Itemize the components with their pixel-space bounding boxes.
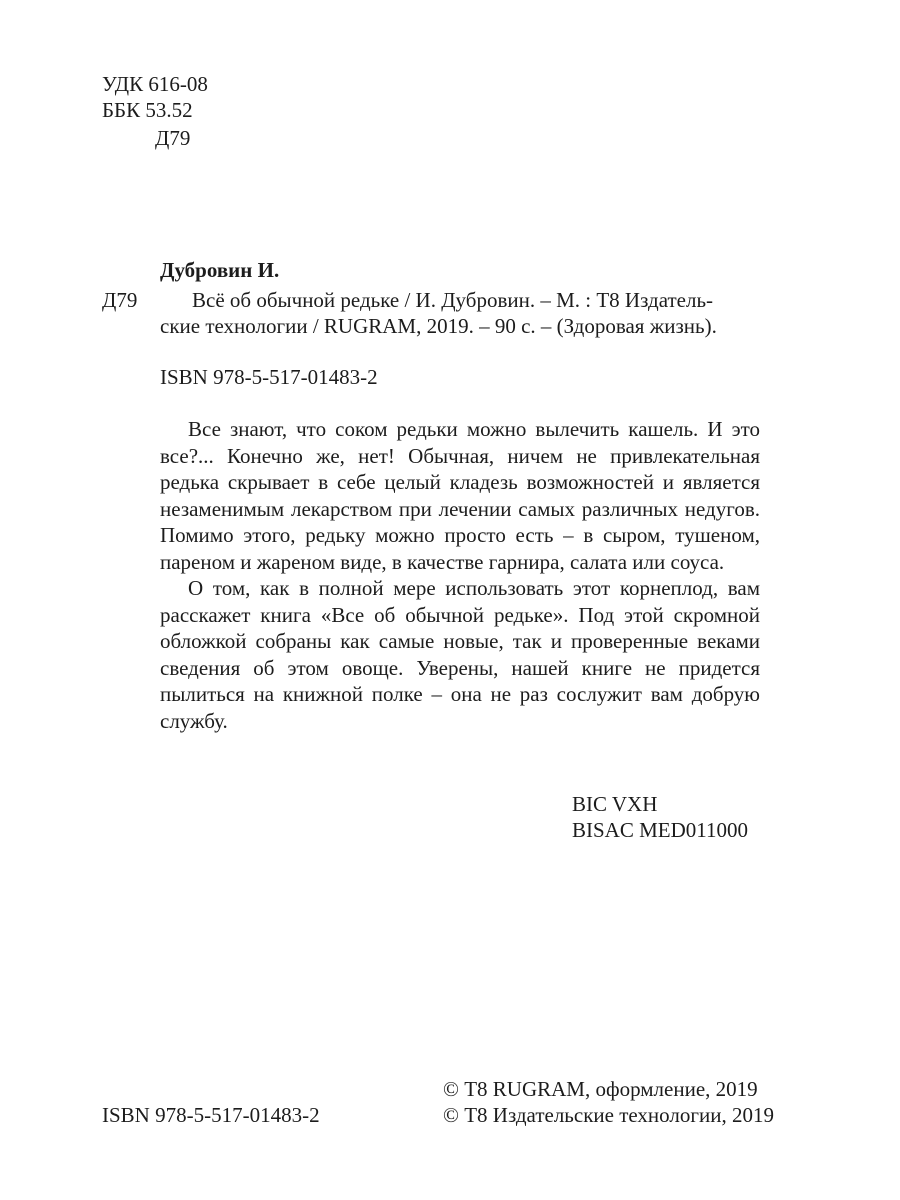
isbn: ISBN 978-5-517-01483-2 <box>160 365 378 389</box>
copyright-line: © Т8 RUGRAM, оформление, 2019 <box>443 1077 758 1101</box>
author-name: Дубровин И. <box>160 258 280 282</box>
footer-isbn: ISBN 978-5-517-01483-2 <box>102 1103 320 1127</box>
bibliographic-line-1: Всё об обычной редьке / И. Дубровин. – М. : Т8 Издатель- <box>192 288 714 312</box>
annotation-paragraph: Все знают, что соком редьки можно вылечить кашель. И это все?... Конечно же, нет! Обычная, ничем не привлекательная редька скрывает в себе целый кладезь возможностей и является незаменимым лекарством при лечении самых различных недугов. Помимо этого, редьку можно просто есть – в сыром, тушеном, пареном и жареном виде, в качестве гарнира, салата или соуса. <box>160 417 760 574</box>
author-mark: Д79 <box>155 126 191 150</box>
copyright-line: © Т8 Издательские технологии, 2019 <box>443 1103 774 1127</box>
annotation <box>160 416 760 734</box>
entry-author-mark: Д79 <box>102 288 138 312</box>
bisac-code: BISAC MED011000 <box>572 818 748 842</box>
bbk-code: ББК 53.52 <box>102 98 193 122</box>
udk-code: УДК 616-08 <box>102 72 208 96</box>
annotation-paragraph: О том, как в полной мере использовать этот корнеплод, вам расскажет книга «Все об обычной редьке». Под этой скромной обложкой собраны как самые новые, так и проверенные веками сведения об этом овоще. Уверены, нашей книге не придется пылиться на книжной полке – она не раз сослужит вам добрую службу. <box>160 576 760 733</box>
bibliographic-line-2: ские технологии / RUGRAM, 2019. – 90 с. – (Здоровая жизнь). <box>160 314 717 338</box>
bic-code: BIC VXH <box>572 792 658 816</box>
